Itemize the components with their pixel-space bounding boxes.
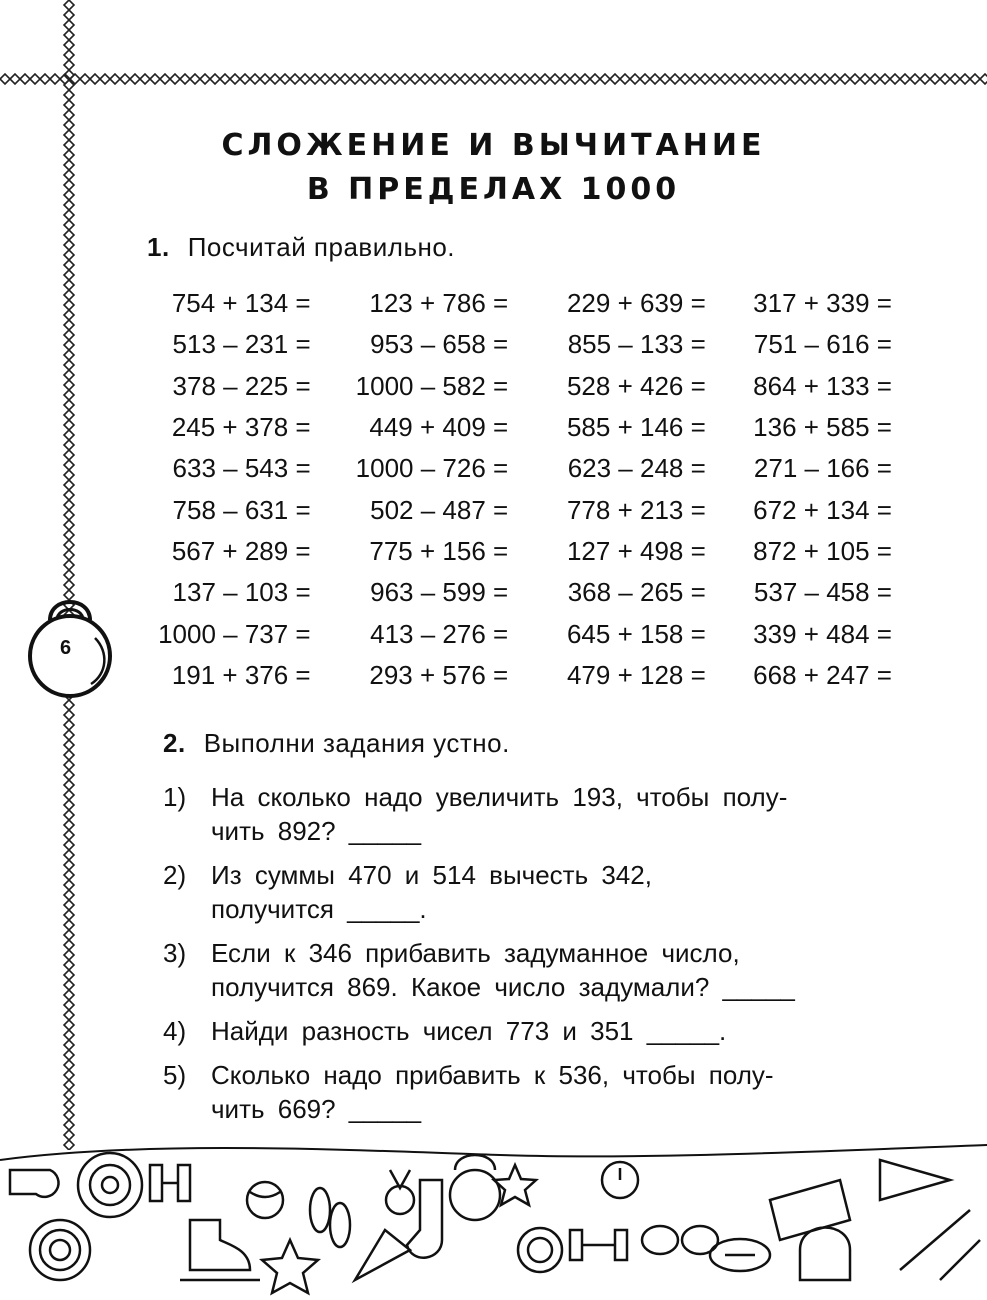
bowling-pins-icon — [310, 1188, 350, 1247]
question-number: 5) — [163, 1060, 187, 1090]
pennant-icon — [880, 1160, 950, 1200]
star-icon — [262, 1240, 318, 1293]
question-line: Из суммы 470 и 514 вычесть 342, — [211, 860, 652, 890]
expression: 537 – 458 = — [753, 577, 892, 608]
expression: 645 + 158 = — [566, 618, 706, 649]
expression: 271 – 166 = — [753, 453, 892, 484]
expression: 775 + 156 = — [369, 535, 509, 566]
grid-row — [140, 655, 900, 696]
question-text — [211, 858, 893, 926]
grid-row — [140, 613, 900, 654]
expression: 585 + 146 = — [566, 412, 706, 443]
list-item — [163, 936, 893, 1004]
expression: 317 + 339 = — [753, 288, 892, 319]
expression: 413 – 276 = — [370, 618, 509, 649]
list-item — [163, 1014, 893, 1048]
expression: 567 + 289 = — [171, 535, 311, 566]
grid-row — [140, 448, 900, 489]
question-text — [211, 1058, 893, 1126]
expression: 127 + 498 = — [566, 535, 706, 566]
expression: 378 – 225 = — [172, 370, 311, 401]
question-line: На сколько надо увеличить 193, чтобы полу- — [211, 782, 788, 812]
expression: 229 + 639 = — [566, 288, 706, 319]
expression: 513 – 231 = — [172, 329, 311, 360]
question-line: Сколько надо прибавить к 536, чтобы полу- — [211, 1060, 774, 1090]
medal-icon — [386, 1170, 414, 1214]
skate-icon — [180, 1220, 260, 1280]
question-line: чить 892? _____ — [211, 816, 422, 846]
expression: 191 + 376 = — [171, 659, 311, 690]
task1-number: 1. — [147, 232, 170, 262]
spiral-icon — [30, 1220, 90, 1280]
grid-row — [140, 531, 900, 572]
task2-heading — [163, 728, 510, 759]
question-text — [211, 936, 893, 1004]
goggles-icon — [642, 1226, 718, 1254]
expression: 623 – 248 = — [567, 453, 706, 484]
expression: 293 + 576 = — [369, 659, 509, 690]
question-line: получится _____. — [211, 894, 427, 924]
expression: 479 + 128 = — [566, 659, 706, 690]
question-list — [163, 780, 893, 1136]
grid-row — [140, 489, 900, 530]
task1-instruction: Посчитай правильно. — [187, 232, 456, 262]
expression: 245 + 378 = — [171, 412, 311, 443]
expression: 1000 – 582 = — [355, 370, 509, 401]
expression: 1000 – 726 = — [355, 453, 509, 484]
task1-heading — [147, 232, 455, 263]
page-title: СЛОЖЕНИЕ И ВЫЧИТАНИЕ — [221, 128, 766, 163]
grid-row — [140, 407, 900, 448]
grid-row — [140, 324, 900, 365]
dumbbell-icon — [570, 1230, 627, 1260]
grid-row — [140, 572, 900, 613]
ball-icon — [247, 1182, 283, 1218]
expression: 864 + 133 = — [753, 370, 892, 401]
expression: 136 + 585 = — [753, 412, 892, 443]
question-line: Если к 346 прибавить задуманное число, — [211, 938, 740, 968]
question-text — [211, 1014, 893, 1048]
expression: 953 – 658 = — [370, 329, 509, 360]
stopwatch-icon — [602, 1162, 638, 1198]
expression: 1000 – 737 = — [158, 618, 311, 649]
expression: 963 – 599 = — [370, 577, 509, 608]
expression: 872 + 105 = — [753, 535, 892, 566]
expression: 855 – 133 = — [567, 329, 706, 360]
page-subtitle: В ПРЕДЕЛАХ 1000 — [306, 172, 681, 207]
page-number: 6 — [60, 637, 72, 659]
sports-doodles-illustration — [0, 1130, 987, 1300]
expression: 633 – 543 = — [172, 453, 311, 484]
dumbbell-icon — [150, 1165, 190, 1201]
expression: 137 – 103 = — [172, 577, 311, 608]
expression: 123 + 786 = — [369, 288, 509, 319]
question-line: чить 669? _____ — [211, 1094, 422, 1124]
expression: 758 – 631 = — [172, 494, 311, 525]
football-icon — [710, 1239, 770, 1271]
expression: 668 + 247 = — [753, 659, 892, 690]
question-number: 4) — [163, 1016, 187, 1046]
whistle-icon — [10, 1170, 58, 1197]
list-item — [163, 780, 893, 848]
darts-icon — [900, 1210, 980, 1280]
expression: 339 + 484 = — [753, 618, 892, 649]
question-line: получится 869. Какое число задумали? _____ — [211, 972, 795, 1002]
task2-instruction: Выполни задания устно. — [203, 728, 510, 758]
expression: 449 + 409 = — [369, 412, 509, 443]
expression: 754 + 134 = — [171, 288, 311, 319]
rosette-icon — [518, 1228, 562, 1272]
expression: 778 + 213 = — [566, 494, 706, 525]
chain-border-top — [0, 72, 987, 86]
task2-number: 2. — [163, 728, 186, 758]
question-number: 2) — [163, 860, 187, 890]
expression: 528 + 426 = — [566, 370, 706, 401]
question-line: Найди разность чисел 773 и 351 _____. — [211, 1016, 727, 1046]
question-number: 1) — [163, 782, 187, 812]
list-item — [163, 858, 893, 926]
glove-icon — [800, 1228, 850, 1281]
target-icon — [78, 1153, 142, 1217]
exercise-grid — [140, 283, 900, 696]
list-item — [163, 1058, 893, 1126]
kettlebell-icon — [450, 1155, 500, 1220]
expression: 751 – 616 = — [753, 329, 892, 360]
expression: 502 – 487 = — [370, 494, 509, 525]
expression: 368 – 265 = — [567, 577, 706, 608]
question-number: 3) — [163, 938, 187, 968]
question-text — [211, 780, 893, 848]
grid-row — [140, 283, 900, 324]
expression: 672 + 134 = — [753, 494, 892, 525]
shuttlecock-icon — [355, 1230, 410, 1280]
grid-row — [140, 366, 900, 407]
